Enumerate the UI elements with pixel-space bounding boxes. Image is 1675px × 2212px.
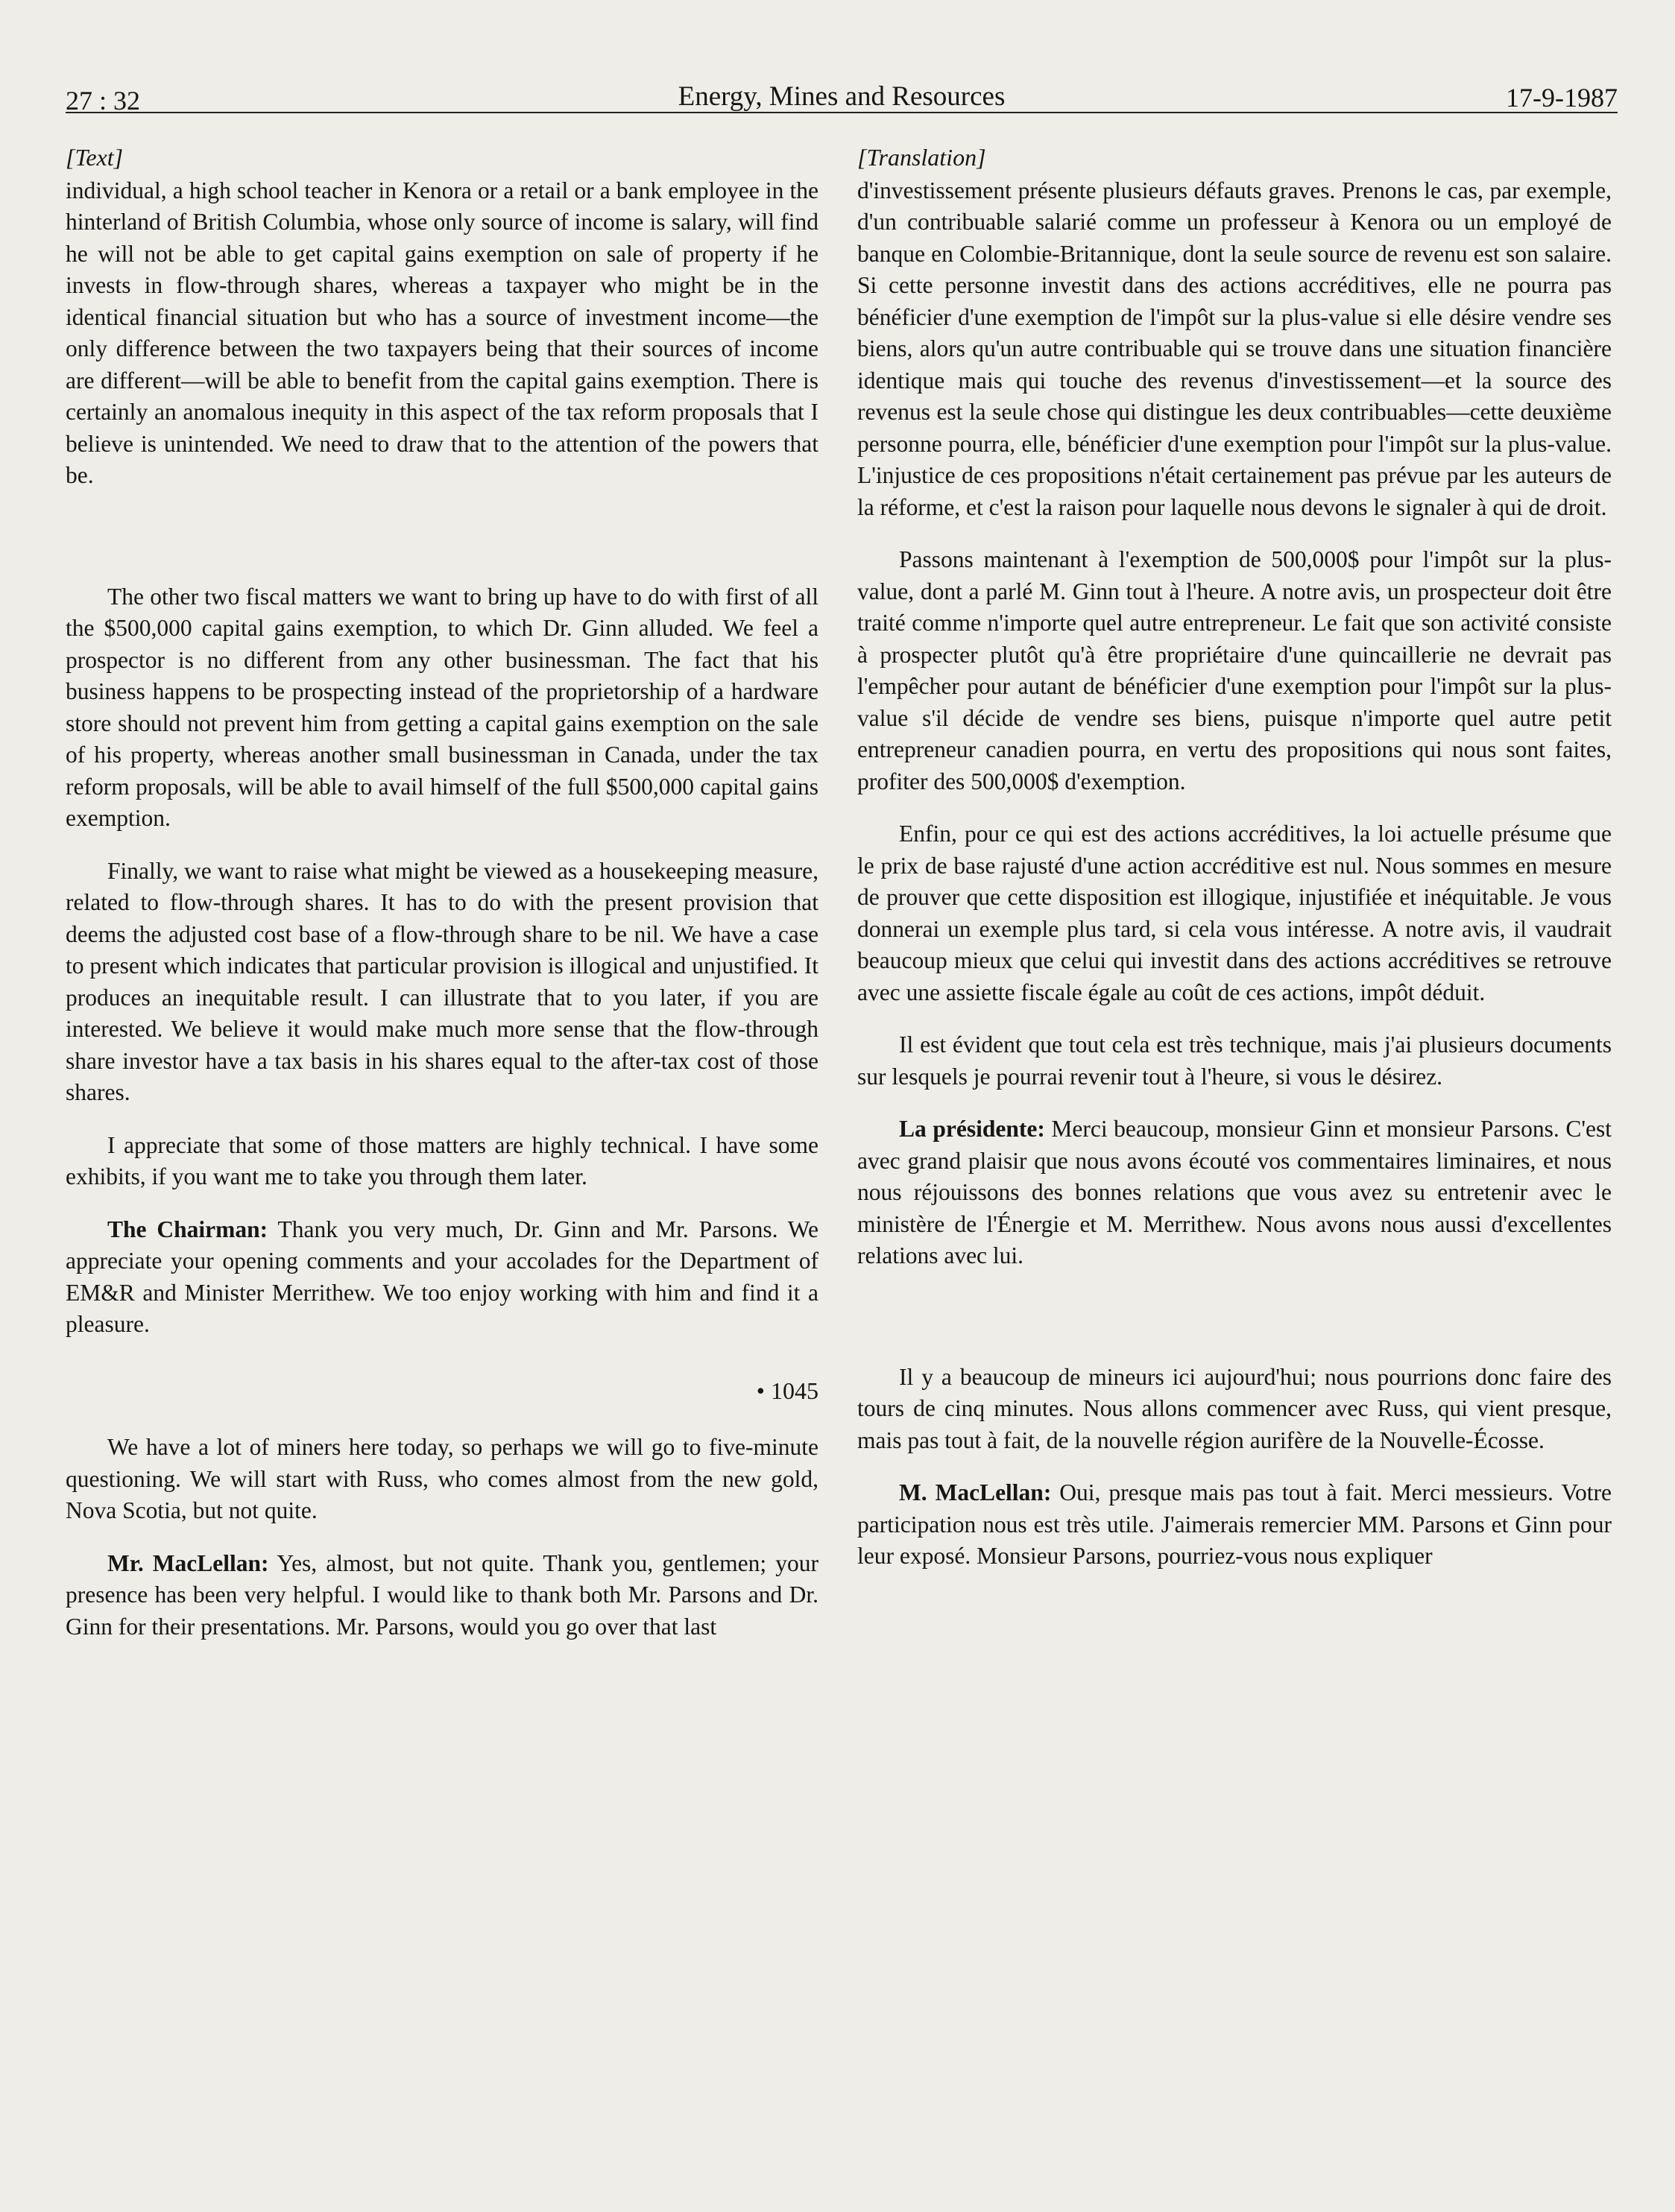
speaker-name: Mr. MacLellan: [107,1549,269,1576]
paragraph: Enfin, pour ce qui est des actions accréditives, la loi actuelle présume que le prix de base rajusté d'une action accréditive est nul. Nous sommes en mesure de prouver que cette disposition est illogique, injustifiée et inéquitable. Je vous donnerai un exemple plus tard, si cela vous intéresse. A notre avis, il vaudrait beaucoup mieux que celui qui investit dans des actions accréditives se retrouve avec une assiette fiscale égale au coût de ces actions, impôt déduit. [857,821,1612,1005]
paragraph: individual, a high school teacher in Kenora or a retail or a bank employee in the hinterland of British Columbia, whose only source of income is salary, will find he will not be able to get capital gains exemption on sale of property if he invests in flow-through shares, whereas a taxpayer who might be in the identical financial situation but who has a source of investment income—the only difference between the two taxpayers being that their sources of income are different—will be able to benefit from the capital gains exemption. There is certainly an anomalous inequity in this aspect of the tax reform proposals that I believe is unintended. We need to draw that to the attention of the powers that be. [66,177,818,488]
paragraph: We have a lot of miners here today, so perhaps we will go to five-minute questioning. We will start with Russ, who comes almost from the new gold, Nova Scotia, but not quite. [66,1434,818,1523]
maclellan-statement [857,1477,1612,1573]
paragraph: Finally, we want to raise what might be viewed as a housekeeping measure, related to flow-through shares. It has to do with the present provision that deems the adjusted cost base of a flow-through share to be nil. We have a case to present which indicates that particular provision is illogical and unjustified. It produces an inequitable result. I can illustrate that to you later, if you are interested. We believe it would make much more sense that the flow-through share investor have a tax basis in his shares equal to the after-tax cost of those shares. [66,857,818,1105]
statement-text: Thank you very much, Dr. Ginn and Mr. Parsons. We appreciate your opening comments and your accolades for the Department of EM&R and Minister Merrithew. We too enjoy working with him and find it a pleasure. [66,1216,818,1337]
text-label: [Text] [66,144,124,171]
french-column [857,142,1612,1593]
speaker-name: M. MacLellan: [899,1479,1052,1505]
committee-title: Energy, Mines and Resources [678,81,1006,112]
english-column [66,142,818,1663]
speaker-name: La présidente: [899,1116,1045,1142]
chairman-statement [66,1214,818,1341]
speaker-name: The Chairman: [107,1216,268,1242]
chairman-statement [857,1113,1612,1272]
meeting-date: 17-9-1987 [1506,83,1618,113]
statement-text: Yes, almost, but not quite. Thank you, gentlemen; your presence has been very helpful. I would like to thank both Mr. Parsons and Dr. Ginn for their presentations. Mr. Parsons, would you go over that last [66,1549,818,1640]
paragraph: d'investissement présente plusieurs défauts graves. Prenons le cas, par exemple, d'un contribuable salarié comme un professeur à Kenora ou un employé de banque en Colombie-Britannique, dont la seule source de revenu est son salaire. Si cette personne investit dans des actions accréditives, elle ne pourra pas bénéficier d'une exemption de l'impôt sur la plus-value si elle désire vendre ses biens, alors qu'un autre contribuable qui se trouve dans une situation financière identique mais qui touche des revenus d'investissement—et la source des revenus est la seule chose qui distingue les deux contribuables—cette deuxième personne pourra, elle, bénéficier d'une exemption pour l'impôt sur la plus-value. L'injustice de ces propositions n'était certainement pas prévue par les auteurs de la réforme, et c'est la raison pour laquelle nous devons le signaler à qui de droit. [857,177,1612,520]
paragraph: Il est évident que tout cela est très technique, mais j'ai plusieurs documents sur lesquels je pourrai revenir tout à l'heure, si vous le désirez. [857,1031,1612,1090]
paragraph: I appreciate that some of those matters are highly technical. I have some exhibits, if you want me to take you through them later. [66,1131,818,1189]
statement-text: Oui, presque mais pas tout à fait. Merci messieurs. Votre participation nous est très utile. J'aimerais remercier MM. Parsons et Ginn pour leur exposé. Monsieur Parsons, pourriez-vous nous expliquer [857,1479,1612,1569]
page-number: 27 : 32 [66,86,141,116]
paragraph: Il y a beaucoup de mineurs ici aujourd'hui; nous pourrions donc faire des tours de cinq minutes. Nous allons commencer avec Russ, qui vient presque, mais pas tout à fait, de la nouvelle région aurifère de la Nouvelle-Écosse. [857,1363,1612,1453]
statement-text: Merci beaucoup, monsieur Ginn et monsieur Parsons. C'est avec grand plaisir que nous avons écouté vos commentaires liminaires, et nous nous réjouissons des bonnes relations que vous avez su entretenir avec le ministère de l'Énergie et M. Merrithew. Nous avons nous aussi d'excellentes relations avec lui. [857,1116,1612,1268]
translation-label: [Translation] [857,144,986,171]
paragraph: Passons maintenant à l'exemption de 500,000$ pour l'impôt sur la plus-value, dont a parlé M. Ginn tout à l'heure. A notre avis, un prospecteur doit être traité comme n'importe quel autre entrepreneur. Le fait que son activité consiste à prospecter plutôt qu'à être propriétaire d'une quincaillerie ne devrait pas l'empêcher pour autant de bénéficier d'une exemption pour l'impôt sur la plus-value s'il décide de vendre ses biens, puisque n'importe quel autre petit entrepreneur canadien pourra, en vertu des propositions qui nous sont faites, profiter des 500,000$ d'exemption. [857,546,1612,794]
spacer [857,1293,1612,1362]
header-rule [66,112,1618,113]
paragraph: The other two fiscal matters we want to bring up have to do with first of all the $500,000 capital gains exemption, to which Dr. Ginn alluded. We feel a prospector is no different from any other businessman. The fact that his business happens to be prospecting instead of the proprietorship of a hardware store should not prevent him from getting a capital gains exemption on the sale of his property, whereas another small businessman in Canada, under the tax reform proposals, will be able to avail himself of the full $500,000 capital gains exemption. [66,583,818,831]
time-marker: • 1045 [756,1377,818,1404]
maclellan-statement [66,1548,818,1643]
